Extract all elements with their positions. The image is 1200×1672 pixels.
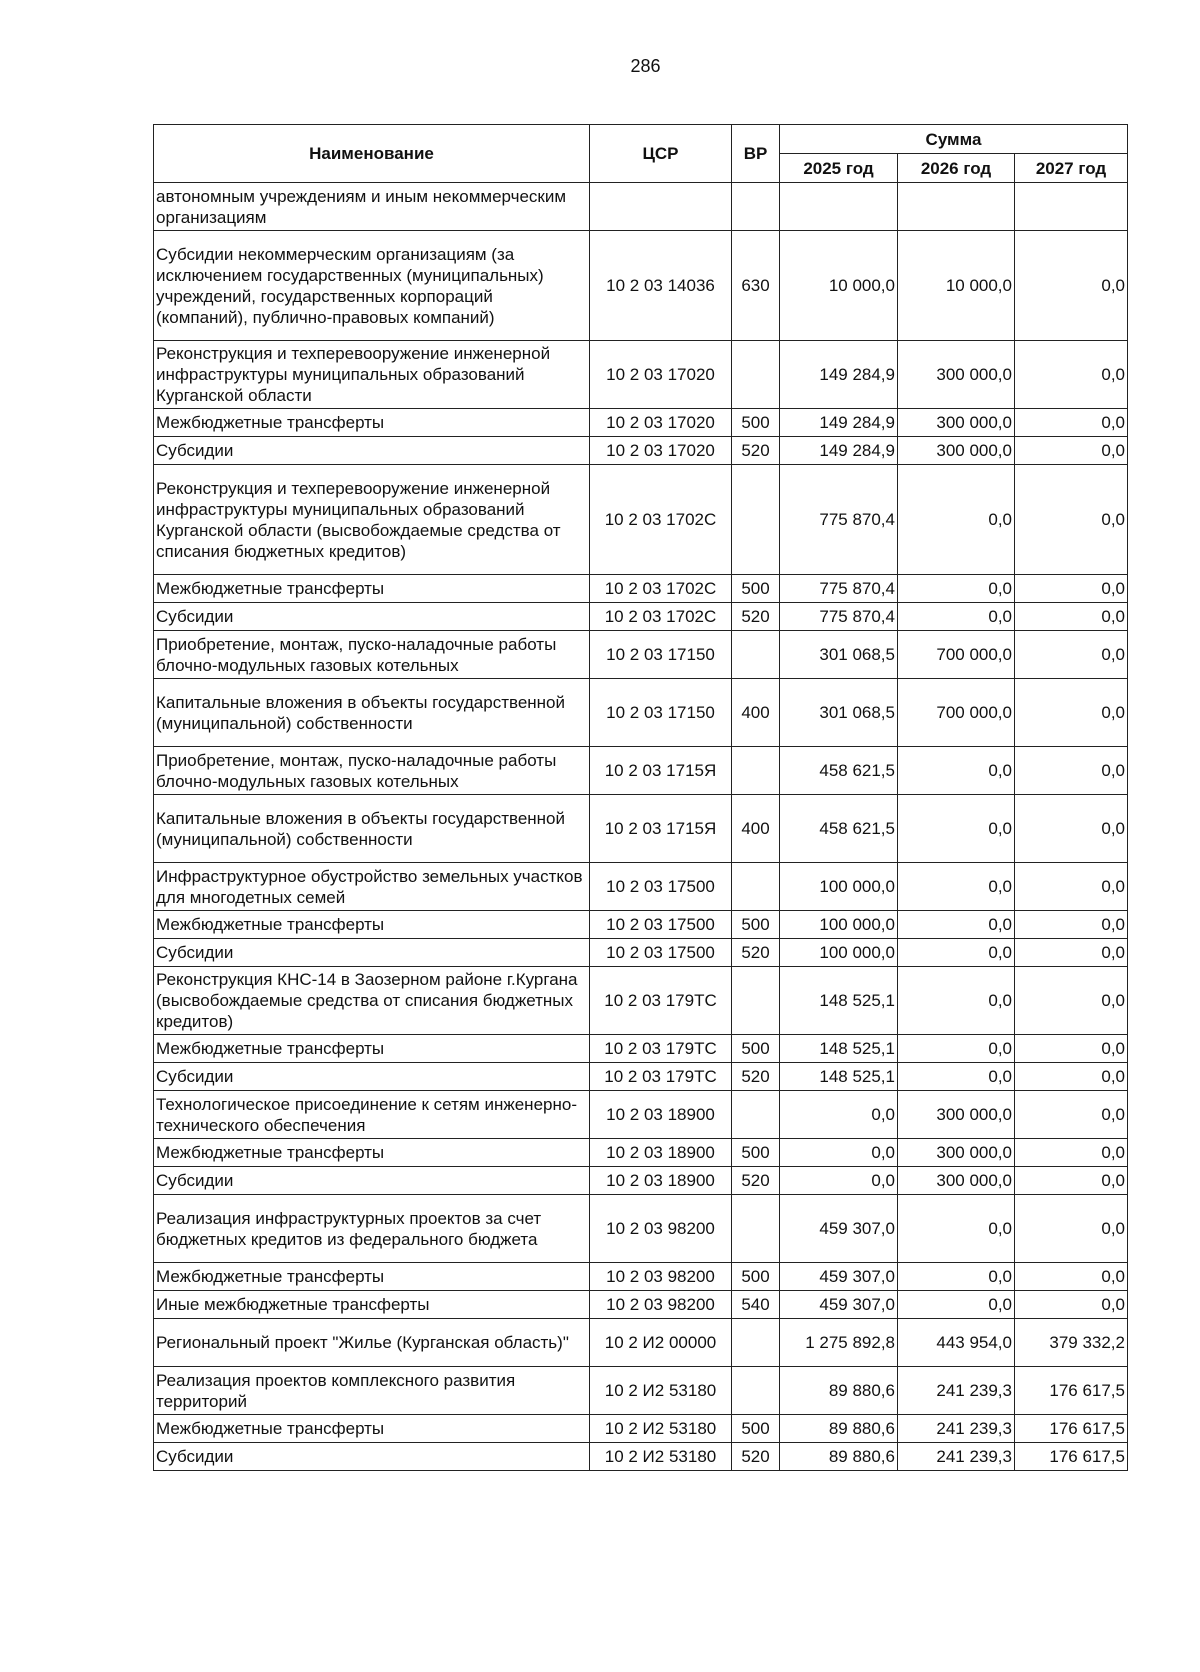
row-name: Инфраструктурное обустройство земельных участков для многодетных семей: [154, 863, 590, 911]
row-csr: 10 2 03 17500: [590, 863, 732, 911]
row-2027: 0,0: [1015, 1195, 1128, 1263]
row-2027: 0,0: [1015, 1063, 1128, 1091]
table-row: [154, 863, 1128, 911]
row-vr: 400: [732, 679, 780, 747]
row-2027: 0,0: [1015, 1139, 1128, 1167]
row-2027: 0,0: [1015, 967, 1128, 1035]
row-2025: 775 870,4: [780, 603, 898, 631]
row-2027: [1015, 183, 1128, 231]
row-2027: 0,0: [1015, 1291, 1128, 1319]
row-csr: 10 2 03 179ТС: [590, 967, 732, 1035]
row-csr: 10 2 03 179ТС: [590, 1035, 732, 1063]
table-row: [154, 631, 1128, 679]
row-csr: 10 2 И2 53180: [590, 1367, 732, 1415]
row-name: Иные межбюджетные трансферты: [154, 1291, 590, 1319]
row-2027: 0,0: [1015, 631, 1128, 679]
table-row: [154, 409, 1128, 437]
row-csr: [590, 183, 732, 231]
row-2026: 241 239,3: [898, 1415, 1015, 1443]
row-csr: 10 2 03 14036: [590, 231, 732, 341]
row-name: Реконструкция и техперевооружение инженерной инфраструктуры муниципальных образований Курганской области: [154, 341, 590, 409]
row-csr: 10 2 И2 53180: [590, 1415, 732, 1443]
row-vr: [732, 1367, 780, 1415]
row-2026: [898, 183, 1015, 231]
row-2026: 300 000,0: [898, 409, 1015, 437]
row-csr: 10 2 03 18900: [590, 1139, 732, 1167]
row-2025: 148 525,1: [780, 1063, 898, 1091]
row-2027: 0,0: [1015, 465, 1128, 575]
row-name: Региональный проект "Жилье (Курганская область)": [154, 1319, 590, 1367]
row-vr: [732, 1319, 780, 1367]
row-csr: 10 2 03 18900: [590, 1167, 732, 1195]
row-name: Субсидии: [154, 1443, 590, 1471]
header-2025: 2025 год: [780, 154, 898, 183]
row-csr: 10 2 03 17020: [590, 341, 732, 409]
row-name: Реконструкция КНС-14 в Заозерном районе г.Кургана (высвобождаемые средства от списания бюджетных кредитов): [154, 967, 590, 1035]
row-vr: 520: [732, 1063, 780, 1091]
row-2026: 300 000,0: [898, 437, 1015, 465]
header-vr: ВР: [732, 125, 780, 183]
table-row: [154, 1035, 1128, 1063]
row-name: Межбюджетные трансферты: [154, 1415, 590, 1443]
table-row: [154, 603, 1128, 631]
row-vr: 520: [732, 939, 780, 967]
row-vr: 540: [732, 1291, 780, 1319]
table-row: [154, 1319, 1128, 1367]
row-2025: 459 307,0: [780, 1195, 898, 1263]
row-2027: 0,0: [1015, 575, 1128, 603]
row-csr: 10 2 И2 00000: [590, 1319, 732, 1367]
row-2027: 0,0: [1015, 939, 1128, 967]
table-row: [154, 1195, 1128, 1263]
row-2025: 775 870,4: [780, 575, 898, 603]
table-row: [154, 1167, 1128, 1195]
row-vr: [732, 341, 780, 409]
table-row: [154, 1415, 1128, 1443]
row-2027: 176 617,5: [1015, 1415, 1128, 1443]
table-row: [154, 575, 1128, 603]
row-name: автономным учреждениям и иным некоммерческим организациям: [154, 183, 590, 231]
row-vr: 500: [732, 911, 780, 939]
row-2025: 148 525,1: [780, 967, 898, 1035]
row-vr: [732, 1195, 780, 1263]
row-2027: 0,0: [1015, 679, 1128, 747]
table-row: [154, 231, 1128, 341]
row-2026: 443 954,0: [898, 1319, 1015, 1367]
row-vr: [732, 747, 780, 795]
row-vr: [732, 631, 780, 679]
table-row: [154, 1367, 1128, 1415]
row-2026: 0,0: [898, 747, 1015, 795]
row-csr: 10 2 03 1715Я: [590, 747, 732, 795]
row-2027: 0,0: [1015, 231, 1128, 341]
row-2026: 10 000,0: [898, 231, 1015, 341]
table-row: [154, 939, 1128, 967]
row-name: Субсидии: [154, 603, 590, 631]
row-csr: 10 2 03 18900: [590, 1091, 732, 1139]
row-2026: 0,0: [898, 1063, 1015, 1091]
row-2026: 0,0: [898, 795, 1015, 863]
row-2027: 0,0: [1015, 1263, 1128, 1291]
row-2025: 0,0: [780, 1091, 898, 1139]
row-2027: 176 617,5: [1015, 1443, 1128, 1471]
row-vr: 630: [732, 231, 780, 341]
row-name: Межбюджетные трансферты: [154, 1035, 590, 1063]
row-2027: 0,0: [1015, 1091, 1128, 1139]
table-row: [154, 795, 1128, 863]
row-csr: 10 2 03 179ТС: [590, 1063, 732, 1091]
row-name: Реконструкция и техперевооружение инженерной инфраструктуры муниципальных образований Курганской области (высвобождаемые средства от списания бюджетных кредитов): [154, 465, 590, 575]
row-2025: 458 621,5: [780, 747, 898, 795]
row-name: Межбюджетные трансферты: [154, 911, 590, 939]
table-row: [154, 1291, 1128, 1319]
table-row: [154, 1063, 1128, 1091]
header-2026: 2026 год: [898, 154, 1015, 183]
row-name: Капитальные вложения в объекты государственной (муниципальной) собственности: [154, 795, 590, 863]
row-2025: 89 880,6: [780, 1415, 898, 1443]
row-name: Межбюджетные трансферты: [154, 1139, 590, 1167]
row-csr: 10 2 03 17020: [590, 409, 732, 437]
row-name: Межбюджетные трансферты: [154, 409, 590, 437]
row-csr: 10 2 03 17500: [590, 939, 732, 967]
row-name: Капитальные вложения в объекты государственной (муниципальной) собственности: [154, 679, 590, 747]
row-2025: 1 275 892,8: [780, 1319, 898, 1367]
row-name: Технологическое присоединение к сетям инженерно-технического обеспечения: [154, 1091, 590, 1139]
row-2025: 149 284,9: [780, 409, 898, 437]
row-name: Межбюджетные трансферты: [154, 575, 590, 603]
row-2026: 0,0: [898, 1195, 1015, 1263]
row-vr: [732, 465, 780, 575]
row-csr: 10 2 03 17150: [590, 631, 732, 679]
row-2026: 300 000,0: [898, 1139, 1015, 1167]
row-csr: 10 2 И2 53180: [590, 1443, 732, 1471]
row-2025: 100 000,0: [780, 863, 898, 911]
row-vr: 520: [732, 1167, 780, 1195]
table-row: [154, 1139, 1128, 1167]
row-vr: 500: [732, 575, 780, 603]
row-2026: 700 000,0: [898, 679, 1015, 747]
row-2026: 0,0: [898, 967, 1015, 1035]
row-2026: 300 000,0: [898, 1091, 1015, 1139]
row-name: Субсидии: [154, 437, 590, 465]
row-vr: 520: [732, 437, 780, 465]
row-2025: 458 621,5: [780, 795, 898, 863]
row-2026: 0,0: [898, 911, 1015, 939]
row-vr: 500: [732, 1263, 780, 1291]
row-name: Реализация проектов комплексного развития территорий: [154, 1367, 590, 1415]
row-2026: 0,0: [898, 603, 1015, 631]
row-2026: 300 000,0: [898, 341, 1015, 409]
table-row: [154, 1263, 1128, 1291]
row-2026: 0,0: [898, 465, 1015, 575]
row-2025: 459 307,0: [780, 1263, 898, 1291]
row-2025: 301 068,5: [780, 679, 898, 747]
row-2027: 0,0: [1015, 863, 1128, 911]
row-name: Реализация инфраструктурных проектов за счет бюджетных кредитов из федерального бюджета: [154, 1195, 590, 1263]
row-2027: 0,0: [1015, 341, 1128, 409]
row-csr: 10 2 03 1715Я: [590, 795, 732, 863]
row-2026: 700 000,0: [898, 631, 1015, 679]
row-2026: 241 239,3: [898, 1443, 1015, 1471]
table-header: [154, 125, 1128, 183]
row-2025: 775 870,4: [780, 465, 898, 575]
row-2027: 0,0: [1015, 747, 1128, 795]
row-2025: 149 284,9: [780, 341, 898, 409]
row-2027: 0,0: [1015, 1167, 1128, 1195]
header-sum: Сумма: [780, 125, 1128, 154]
row-vr: 500: [732, 1035, 780, 1063]
row-2025: 89 880,6: [780, 1367, 898, 1415]
row-2025: 0,0: [780, 1139, 898, 1167]
row-name: Субсидии некоммерческим организациям (за исключением государственных (муниципальных) учреждений, государственных корпораций (компаний), публично-правовых компаний): [154, 231, 590, 341]
row-csr: 10 2 03 1702С: [590, 575, 732, 603]
row-2025: 89 880,6: [780, 1443, 898, 1471]
row-vr: 520: [732, 1443, 780, 1471]
table-row: [154, 1091, 1128, 1139]
row-csr: 10 2 03 17150: [590, 679, 732, 747]
page-number: 286: [630, 56, 661, 76]
row-2026: 0,0: [898, 863, 1015, 911]
row-2027: 0,0: [1015, 911, 1128, 939]
table-row: [154, 183, 1128, 231]
row-name: Межбюджетные трансферты: [154, 1263, 590, 1291]
header-2027: 2027 год: [1015, 154, 1128, 183]
row-2025: 301 068,5: [780, 631, 898, 679]
row-2027: 0,0: [1015, 409, 1128, 437]
row-csr: 10 2 03 17500: [590, 911, 732, 939]
table-row: [154, 341, 1128, 409]
row-csr: 10 2 03 98200: [590, 1195, 732, 1263]
row-vr: 500: [732, 409, 780, 437]
row-2025: [780, 183, 898, 231]
row-csr: 10 2 03 98200: [590, 1291, 732, 1319]
row-2026: 300 000,0: [898, 1167, 1015, 1195]
row-csr: 10 2 03 17020: [590, 437, 732, 465]
table-row: [154, 1443, 1128, 1471]
table-row: [154, 679, 1128, 747]
row-vr: [732, 183, 780, 231]
row-2027: 0,0: [1015, 603, 1128, 631]
table-body: [154, 183, 1128, 1471]
row-vr: [732, 863, 780, 911]
table-row: [154, 747, 1128, 795]
row-2027: 379 332,2: [1015, 1319, 1128, 1367]
row-2025: 100 000,0: [780, 911, 898, 939]
row-2025: 459 307,0: [780, 1291, 898, 1319]
row-2025: 10 000,0: [780, 231, 898, 341]
header-csr: ЦСР: [590, 125, 732, 183]
row-vr: 500: [732, 1415, 780, 1443]
header-name: Наименование: [154, 125, 590, 183]
table-row: [154, 911, 1128, 939]
row-name: Приобретение, монтаж, пуско-наладочные работы блочно-модульных газовых котельных: [154, 631, 590, 679]
row-2027: 176 617,5: [1015, 1367, 1128, 1415]
table-row: [154, 465, 1128, 575]
row-2026: 0,0: [898, 1263, 1015, 1291]
row-2026: 0,0: [898, 1035, 1015, 1063]
row-2026: 241 239,3: [898, 1367, 1015, 1415]
row-name: Субсидии: [154, 1063, 590, 1091]
row-2025: 100 000,0: [780, 939, 898, 967]
row-2025: 0,0: [780, 1167, 898, 1195]
row-vr: 500: [732, 1139, 780, 1167]
row-name: Приобретение, монтаж, пуско-наладочные работы блочно-модульных газовых котельных: [154, 747, 590, 795]
row-vr: 520: [732, 603, 780, 631]
budget-table: [153, 124, 1128, 1471]
table-row: [154, 967, 1128, 1035]
row-csr: 10 2 03 98200: [590, 1263, 732, 1291]
row-2027: 0,0: [1015, 1035, 1128, 1063]
row-2025: 148 525,1: [780, 1035, 898, 1063]
row-vr: [732, 1091, 780, 1139]
row-2027: 0,0: [1015, 795, 1128, 863]
row-2025: 149 284,9: [780, 437, 898, 465]
row-csr: 10 2 03 1702С: [590, 603, 732, 631]
row-2027: 0,0: [1015, 437, 1128, 465]
row-vr: 400: [732, 795, 780, 863]
row-name: Субсидии: [154, 1167, 590, 1195]
row-2026: 0,0: [898, 575, 1015, 603]
table-row: [154, 437, 1128, 465]
row-csr: 10 2 03 1702С: [590, 465, 732, 575]
row-name: Субсидии: [154, 939, 590, 967]
row-vr: [732, 967, 780, 1035]
row-2026: 0,0: [898, 1291, 1015, 1319]
row-2026: 0,0: [898, 939, 1015, 967]
